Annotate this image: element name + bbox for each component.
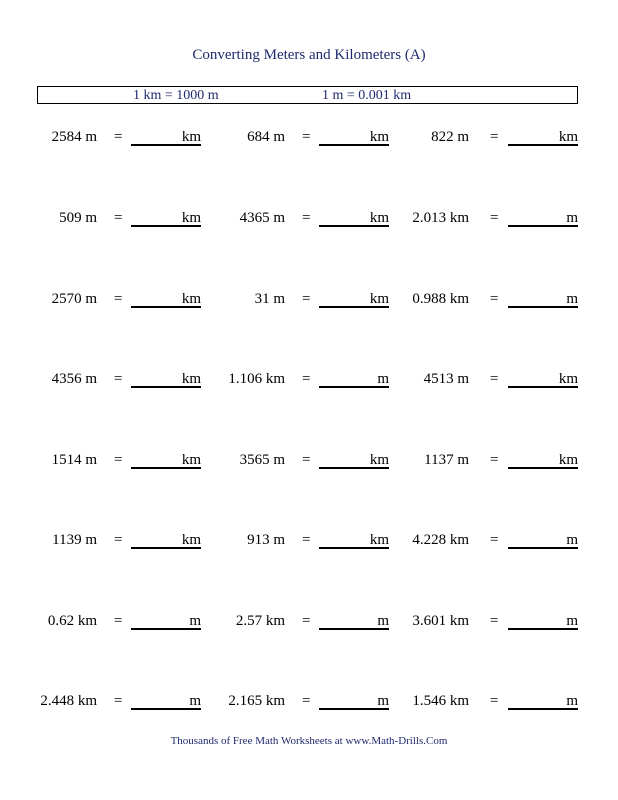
equals-sign: = [302,371,311,387]
equals-sign: = [114,532,123,548]
problem-value: 2.448 km [40,693,97,709]
problem-value: 2584 m [51,129,97,145]
answer-unit: m [566,291,578,307]
problem-value: 4365 m [239,210,285,226]
problem-row [0,692,618,714]
problem-value: 509 m [59,210,97,226]
answer-unit: km [558,452,578,468]
answer-unit: m [377,371,389,387]
equals-sign: = [302,532,311,548]
equals-sign: = [114,613,123,629]
problem-value: 0.988 km [412,291,469,307]
equals-sign: = [490,210,499,226]
problem-value: 4.228 km [412,532,469,548]
problem-row [0,128,618,150]
answer-unit: m [566,693,578,709]
equals-sign: = [490,452,499,468]
answer-unit: m [566,613,578,629]
problem-value: 2.013 km [412,210,469,226]
problem-value: 1139 m [52,532,97,548]
equals-sign: = [490,371,499,387]
problem-value: 684 m [247,129,285,145]
problem-row [0,531,618,553]
problem-value: 1137 m [424,452,469,468]
equals-sign: = [490,532,499,548]
conversion-km-to-m: 1 km = 1000 m [133,88,219,103]
problem-row [0,370,618,392]
answer-unit: m [566,532,578,548]
equals-sign: = [490,129,499,145]
problem-value: 3565 m [239,452,285,468]
footer-text: Thousands of Free Math Worksheets at www.Math-Drills.Com [170,735,448,747]
problem-value: 1514 m [51,452,97,468]
problem-row [0,290,618,312]
problem-row [0,451,618,473]
equals-sign: = [490,613,499,629]
answer-unit: km [181,210,201,226]
equals-sign: = [302,210,311,226]
answer-unit: m [189,693,201,709]
problem-value: 4356 m [51,371,97,387]
problem-value: 0.62 km [47,613,97,629]
answer-unit: m [566,210,578,226]
problem-value: 2.165 km [228,693,285,709]
equals-sign: = [490,291,499,307]
problem-value: 822 m [431,129,469,145]
problem-value: 913 m [247,532,285,548]
problem-row [0,209,618,231]
problem-value: 1.546 km [412,693,469,709]
equals-sign: = [114,210,123,226]
problem-value: 31 m [254,291,285,307]
worksheet-title: Converting Meters and Kilometers (A) [192,47,426,63]
answer-unit: km [369,210,389,226]
answer-unit: km [369,291,389,307]
problem-value: 3.601 km [412,613,469,629]
answer-unit: km [558,129,578,145]
equals-sign: = [302,291,311,307]
answer-unit: km [181,452,201,468]
equals-sign: = [114,693,123,709]
equals-sign: = [302,129,311,145]
answer-unit: km [558,371,578,387]
answer-unit: km [369,452,389,468]
problem-row [0,612,618,634]
equals-sign: = [490,693,499,709]
answer-unit: km [369,129,389,145]
equals-sign: = [302,613,311,629]
answer-unit: m [377,693,389,709]
equals-sign: = [114,452,123,468]
conversion-m-to-km: 1 m = 0.001 km [322,88,412,103]
problem-value: 1.106 km [228,371,285,387]
equals-sign: = [302,452,311,468]
answer-unit: m [377,613,389,629]
equals-sign: = [114,291,123,307]
answer-unit: m [189,613,201,629]
equals-sign: = [114,371,123,387]
answer-unit: km [369,532,389,548]
answer-unit: km [181,291,201,307]
answer-unit: km [181,532,201,548]
answer-unit: km [181,371,201,387]
problem-value: 2570 m [51,291,97,307]
equals-sign: = [114,129,123,145]
answer-unit: km [181,129,201,145]
problem-value: 2.57 km [235,613,285,629]
problem-value: 4513 m [423,371,469,387]
equals-sign: = [302,693,311,709]
